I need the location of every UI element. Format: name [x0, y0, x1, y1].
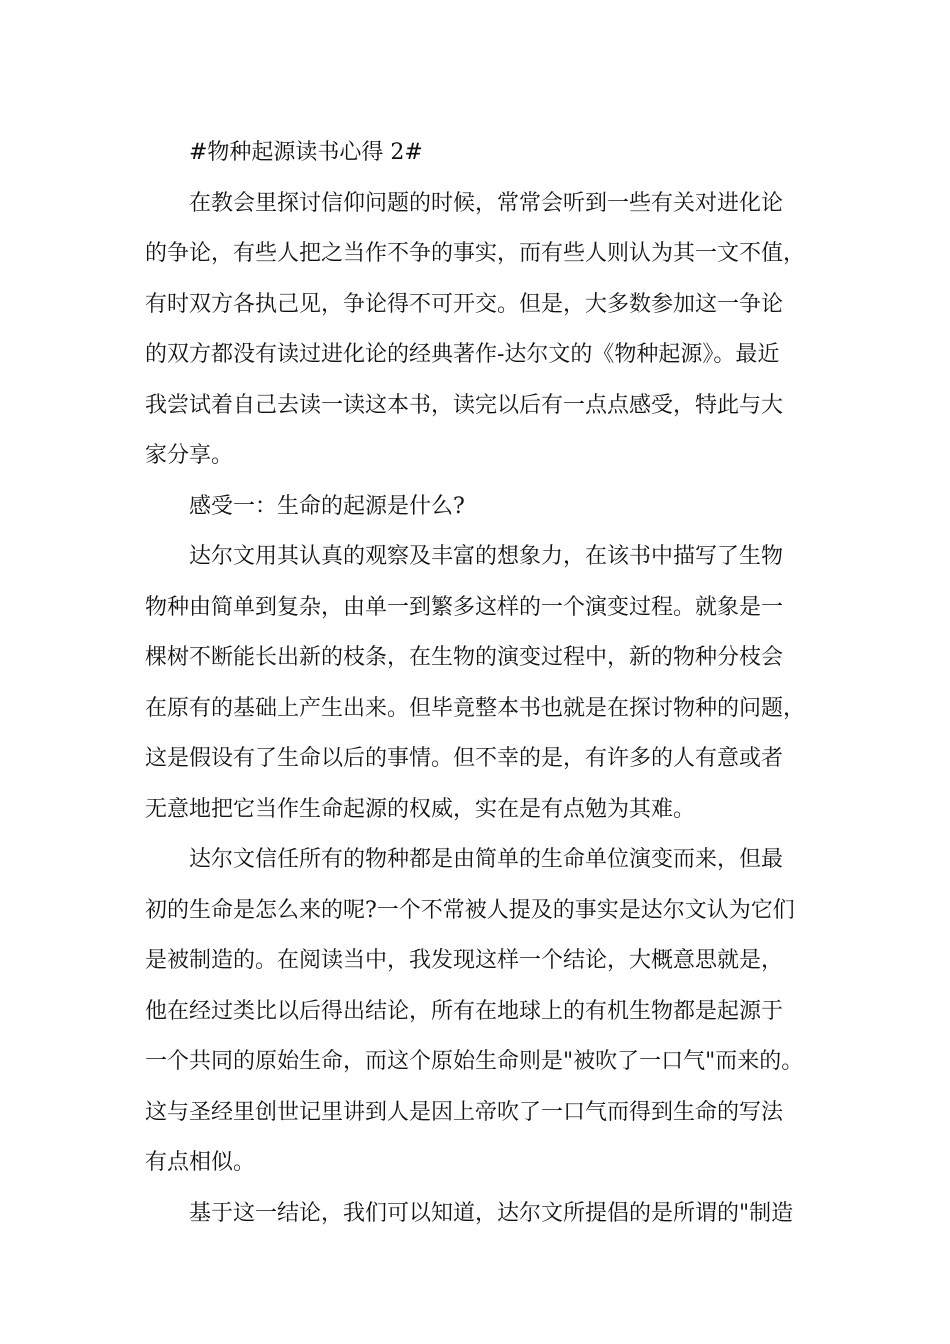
document-heading: #物种起源读书心得 2# — [189, 140, 423, 165]
text-line: 我尝试着自己去读一读这本书，读完以后有一点点感受，特此与大 — [145, 392, 784, 418]
paragraph — [145, 532, 825, 835]
document-page — [145, 128, 825, 1239]
paragraph — [145, 179, 825, 482]
text-line: 在原有的基础上产生出来。但毕竟整本书也就是在探讨物种的问题， — [145, 695, 806, 721]
text-line: 的争论，有些人把之当作不争的事实，而有些人则认为其一文不值， — [145, 241, 806, 266]
text-line: 达尔文信任所有的物种都是由简单的生命单位演变而来，但最 — [189, 847, 784, 872]
paragraph — [145, 835, 825, 1189]
text-line: 有点相似。 — [145, 1150, 256, 1175]
text-line: 无意地把它当作生命起源的权威，实在是有点勉为其难。 — [145, 796, 696, 822]
document-body — [145, 179, 825, 1240]
text-line: 物种由简单到复杂，由单一到繁多这样的一个演变过程。就象是一 — [145, 594, 784, 620]
text-line: 一个共同的原始生命，而这个原始生命则是"被吹了一口气"而来的。 — [145, 1049, 804, 1074]
text-line: 在教会里探讨信仰问题的时候，常常会听到一些有关对进化论 — [189, 190, 784, 216]
text-line: 达尔文用其认真的观察及丰富的想象力，在该书中描写了生物 — [189, 544, 784, 569]
text-line: 的双方都没有读过进化论的经典著作-达尔文的《物种起源》。最近 — [145, 342, 780, 367]
text-line: 初的生命是怎么来的呢?一个不常被人提及的事实是达尔文认为它们 — [145, 897, 795, 923]
text-line: 基于这一结论，我们可以知道，达尔文所提倡的是所谓的"制造 — [189, 1200, 794, 1226]
text-line: 这与圣经里创世记里讲到人是因上帝吹了一口气而得到生命的写法 — [145, 1099, 784, 1125]
text-line: 棵树不断能长出新的枝条，在生物的演变过程中，新的物种分枝会 — [145, 645, 784, 670]
text-line: 感受一：生命的起源是什么? — [189, 493, 465, 519]
text-line: 是被制造的。在阅读当中，我发现这样一个结论，大概意思就是， — [145, 948, 784, 973]
text-line: 这是假设有了生命以后的事情。但不幸的是，有许多的人有意或者 — [145, 746, 784, 771]
text-line: 家分享。 — [145, 443, 234, 468]
paragraph — [145, 482, 825, 533]
text-line: 有时双方各执己见，争论得不可开交。但是，大多数参加这一争论 — [145, 291, 784, 317]
text-line: 他在经过类比以后得出结论，所有在地球上的有机生物都是起源于 — [145, 998, 784, 1024]
paragraph — [145, 1189, 825, 1240]
